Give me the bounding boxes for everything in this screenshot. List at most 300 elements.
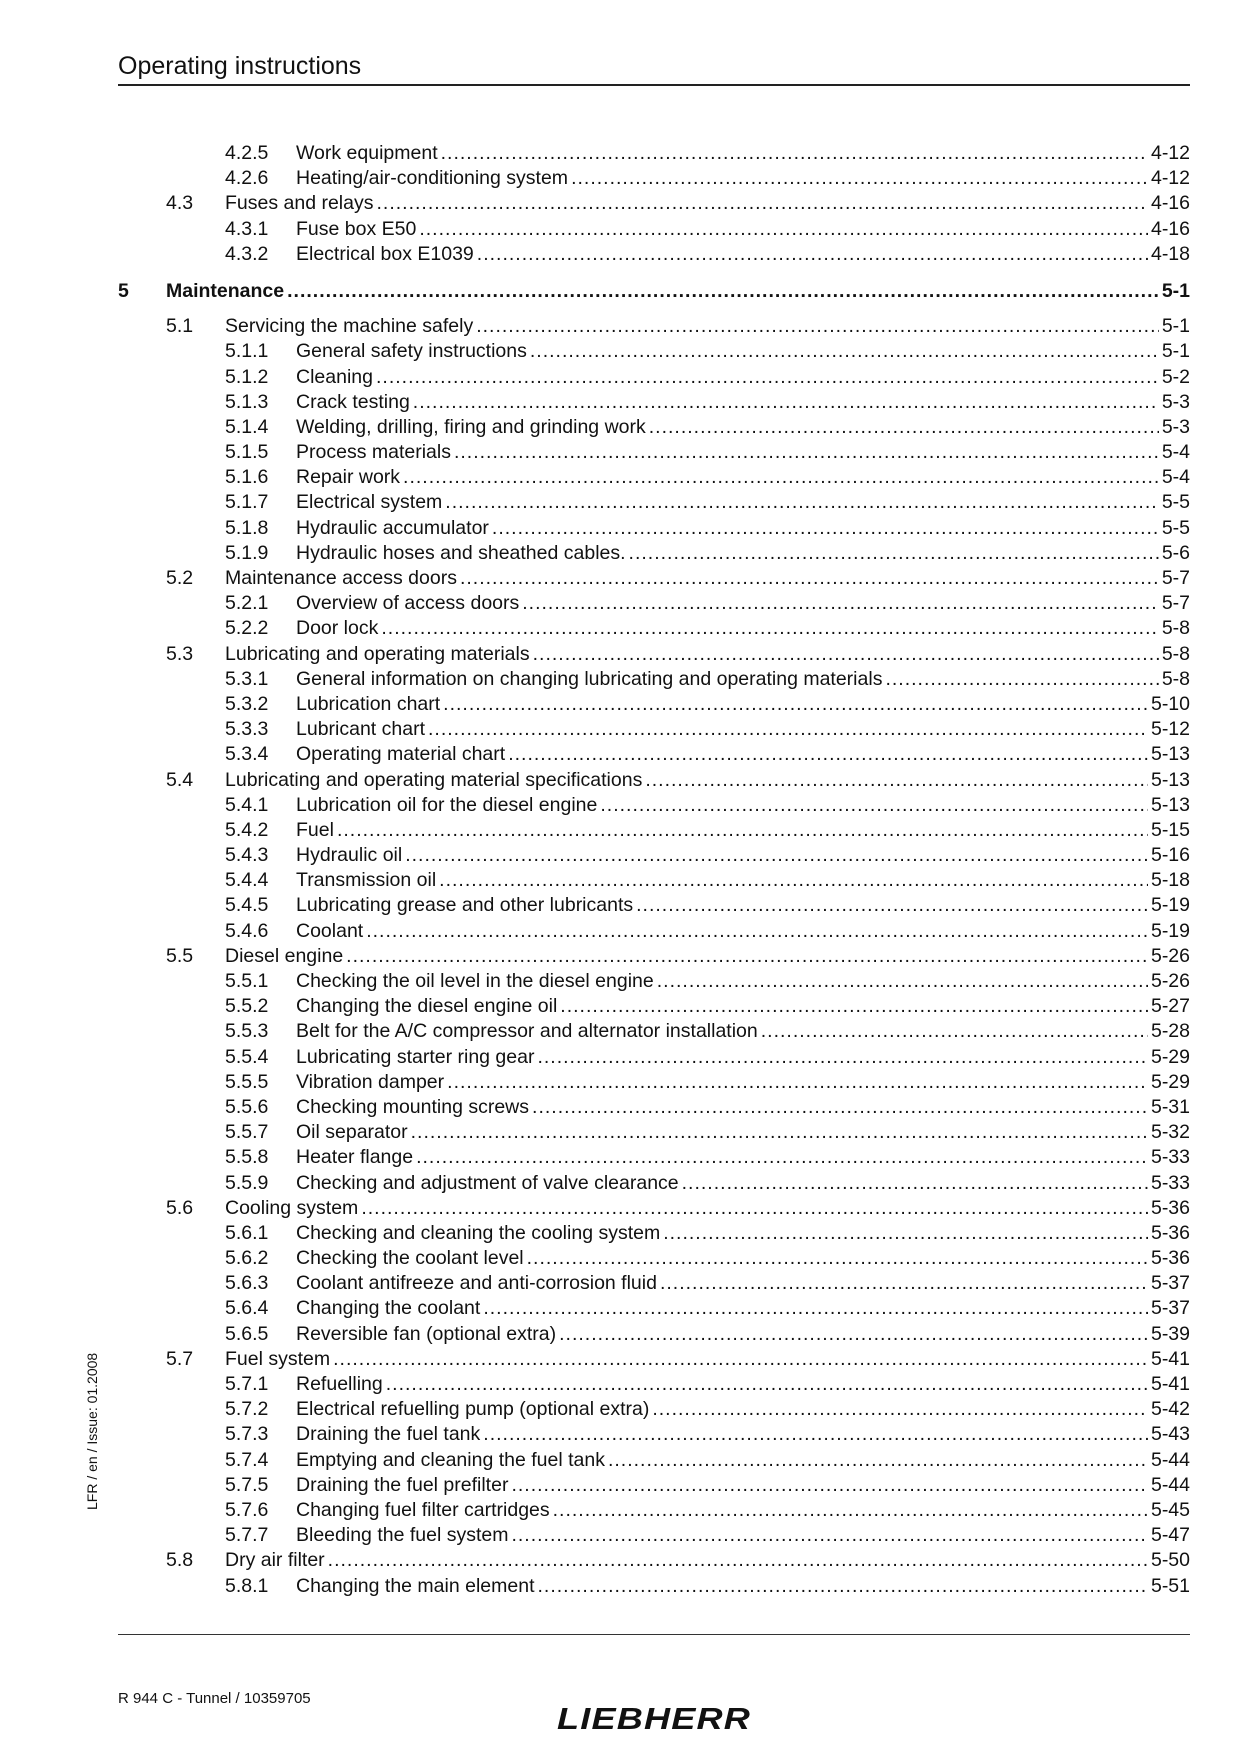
- toc-entry-title: Changing fuel filter cartridges: [296, 1498, 550, 1521]
- toc-entry-page: 5-2: [1161, 365, 1190, 388]
- toc-entry-title: Overview of access doors: [296, 592, 520, 615]
- toc-entry-line: [296, 591, 1190, 616]
- toc-dot-leader: [476, 314, 1159, 339]
- toc-entry-line: [296, 390, 1190, 415]
- toc-entry-number: 4.3.2: [225, 242, 269, 265]
- toc-entry-line: [296, 1296, 1190, 1321]
- toc-entry[interactable]: [118, 591, 1190, 616]
- toc-entry-line: [225, 944, 1190, 969]
- toc-entry-number: 5.5.1: [225, 970, 269, 992]
- toc-entry-title: Lubricating starter ring gear: [296, 1045, 535, 1068]
- toc-dot-leader: [428, 717, 1148, 742]
- toc-entry-title: Checking and adjustment of valve clearance: [296, 1171, 679, 1194]
- toc-entry-line: [225, 191, 1190, 216]
- toc-entry-page: 5-3: [1161, 390, 1190, 413]
- toc-entry[interactable]: [118, 1322, 1190, 1347]
- toc-entry[interactable]: [118, 365, 1190, 390]
- toc-entry[interactable]: [118, 1422, 1190, 1447]
- toc-entry-page: 5-19: [1150, 894, 1190, 917]
- toc-dot-leader: [636, 893, 1148, 918]
- toc-entry-number: 4.3.1: [225, 217, 269, 240]
- toc-entry-line: [296, 1019, 1190, 1044]
- toc-entry-title: Hydraulic accumulator: [296, 516, 489, 539]
- toc-entry[interactable]: [118, 390, 1190, 415]
- toc-entry-title: Diesel engine: [225, 944, 344, 967]
- toc-entry-page: 5-33: [1150, 1146, 1190, 1169]
- toc-entry-line: [296, 1473, 1190, 1498]
- toc-entry-line: [225, 314, 1190, 339]
- toc-entry-number: 5.3.1: [225, 667, 269, 690]
- toc-entry-line: [296, 339, 1190, 364]
- toc-entry-title: Changing the coolant: [296, 1297, 481, 1320]
- toc-entry-page: 5-10: [1150, 692, 1190, 715]
- toc-entry[interactable]: [118, 1523, 1190, 1548]
- toc-entry[interactable]: [118, 1347, 1190, 1372]
- toc-entry[interactable]: [118, 314, 1190, 339]
- footer-rule: [118, 1634, 1190, 1635]
- toc-entry-line: [296, 1271, 1190, 1296]
- toc-entry-page: 5-44: [1150, 1448, 1190, 1471]
- toc-dot-leader: [652, 1397, 1148, 1422]
- toc-entry[interactable]: [118, 279, 1190, 304]
- toc-entry-number: 5.4: [166, 768, 194, 791]
- toc-entry-page: 5-33: [1150, 1171, 1190, 1194]
- toc-entry-page: 5-5: [1161, 491, 1190, 514]
- toc-dot-leader: [441, 141, 1148, 166]
- toc-entry-title: Lubricating and operating material specifications: [225, 768, 643, 791]
- toc-entry-number: 5.1.9: [225, 541, 269, 564]
- toc-entry[interactable]: [118, 768, 1190, 793]
- toc-entry[interactable]: [118, 642, 1190, 667]
- toc-dot-leader: [445, 490, 1159, 515]
- toc-entry[interactable]: [118, 1045, 1190, 1070]
- toc-entry-line: [296, 742, 1190, 767]
- toc-entry-line: [296, 793, 1190, 818]
- toc-entry-number: 5.6.5: [225, 1322, 269, 1345]
- toc-entry[interactable]: [118, 217, 1190, 242]
- toc-entry-title: Lubricating and operating materials: [225, 642, 530, 665]
- toc-entry-title: Electrical box E1039: [296, 242, 474, 265]
- toc-dot-leader: [411, 1120, 1148, 1145]
- toc-entry-line: [296, 242, 1190, 267]
- toc-entry-page: 4-12: [1150, 142, 1190, 164]
- toc-entry[interactable]: [118, 843, 1190, 868]
- toc-entry-number: 5.5.9: [225, 1171, 269, 1194]
- toc-dot-leader: [381, 616, 1158, 641]
- toc-entry-title: Welding, drilling, firing and grinding work: [296, 415, 646, 438]
- toc-dot-leader: [537, 1045, 1148, 1070]
- toc-entry-page: 5-27: [1150, 995, 1190, 1018]
- toc-entry-line: [296, 1171, 1190, 1196]
- toc-entry-title: Fuel: [296, 818, 334, 841]
- toc-entry[interactable]: [118, 1296, 1190, 1321]
- toc-entry-number: 5.5.7: [225, 1121, 269, 1144]
- toc-entry[interactable]: [118, 919, 1190, 944]
- toc-entry[interactable]: [118, 742, 1190, 767]
- toc-entry-page: 5-26: [1150, 944, 1190, 967]
- toc-entry[interactable]: [118, 616, 1190, 641]
- toc-entry-line: [296, 1120, 1190, 1145]
- toc-entry-title: Draining the fuel tank: [296, 1423, 481, 1446]
- toc-entry[interactable]: [118, 191, 1190, 216]
- toc-dot-leader: [553, 1498, 1148, 1523]
- toc-entry[interactable]: [118, 717, 1190, 742]
- toc-entry-page: 5-41: [1150, 1347, 1190, 1370]
- toc-entry-title: Coolant: [296, 919, 364, 942]
- toc-entry-number: 5.5.6: [225, 1095, 269, 1118]
- toc-entry-page: 5-1: [1161, 279, 1190, 302]
- toc-entry-line: [296, 1070, 1190, 1095]
- toc-entry-title: Heater flange: [296, 1146, 414, 1169]
- toc-entry-title: Belt for the A/C compressor and alternator installation: [296, 1020, 758, 1043]
- toc-entry[interactable]: [118, 1473, 1190, 1498]
- toc-entry-title: Changing the main element: [296, 1574, 535, 1597]
- toc-entry-line: [296, 994, 1190, 1019]
- toc-entry-number: 5.7: [166, 1347, 194, 1370]
- toc-entry-number: 5.4.4: [225, 869, 269, 892]
- toc-entry-title: Electrical refuelling pump (optional extra): [296, 1398, 650, 1421]
- toc-dot-leader: [522, 591, 1159, 616]
- toc-entry-page: 5-43: [1150, 1423, 1190, 1446]
- toc-entry-line: [296, 843, 1190, 868]
- toc-dot-leader: [657, 969, 1148, 994]
- toc-entry-title: Maintenance access doors: [225, 567, 457, 589]
- toc-entry-number: 4.2.5: [225, 142, 269, 164]
- toc-entry[interactable]: [118, 1372, 1190, 1397]
- toc-entry-number: 5.5.4: [225, 1045, 269, 1068]
- toc-entry-page: 5-4: [1161, 466, 1190, 489]
- toc-entry-number: 5.2.2: [225, 617, 269, 640]
- toc-entry-line: [296, 415, 1190, 440]
- toc-dot-leader: [333, 1347, 1148, 1372]
- toc-entry-title: Refuelling: [296, 1373, 383, 1395]
- toc-dot-leader: [560, 994, 1148, 1019]
- toc-entry[interactable]: [118, 1246, 1190, 1271]
- toc-entry-title: Repair work: [296, 466, 401, 489]
- toc-entry-title: Changing the diesel engine oil: [296, 995, 558, 1018]
- toc-entry[interactable]: [118, 1019, 1190, 1044]
- toc-entry-title: Fuel system: [225, 1347, 331, 1370]
- toc-entry-number: 5.5: [166, 944, 194, 967]
- toc-entry-number: 5.3.2: [225, 692, 269, 715]
- toc-entry[interactable]: [118, 1221, 1190, 1246]
- toc-entry-title: Cooling system: [225, 1196, 359, 1219]
- toc-entry-page: 5-29: [1150, 1045, 1190, 1068]
- page-header-title: Operating instructions: [118, 52, 362, 80]
- toc-entry-number: 5.8: [166, 1549, 194, 1572]
- toc-entry-page: 5-36: [1150, 1247, 1190, 1270]
- toc-entry-line: [296, 818, 1190, 843]
- toc-entry[interactable]: [118, 1095, 1190, 1120]
- toc-entry-line: [296, 440, 1190, 465]
- toc-entry[interactable]: [118, 818, 1190, 843]
- toc-entry[interactable]: [118, 994, 1190, 1019]
- toc-entry-page: 4-16: [1150, 192, 1190, 215]
- toc-dot-leader: [447, 1070, 1148, 1095]
- toc-entry-page: 5-1: [1161, 315, 1190, 338]
- toc-entry-page: 5-12: [1150, 718, 1190, 741]
- toc-entry-page: 5-36: [1150, 1221, 1190, 1244]
- toc-entry-page: 5-39: [1150, 1322, 1190, 1345]
- toc-entry-number: 5.1.4: [225, 415, 269, 438]
- toc-entry-title: Servicing the machine safely: [225, 315, 474, 338]
- toc-entry-number: 5.4.3: [225, 844, 269, 867]
- toc-entry-title: Lubrication oil for the diesel engine: [296, 793, 598, 816]
- toc-entry-title: Dry air filter: [225, 1549, 325, 1572]
- toc-entry[interactable]: [118, 667, 1190, 692]
- toc-entry-number: 5.6.4: [225, 1297, 269, 1320]
- toc-dot-leader: [416, 1145, 1148, 1170]
- toc-dot-leader: [386, 1372, 1148, 1397]
- toc-entry[interactable]: [118, 1120, 1190, 1145]
- toc-entry-number: 5.7.2: [225, 1398, 269, 1421]
- toc-entry-number: 5.2.1: [225, 592, 269, 615]
- toc-entry-title: Coolant antifreeze and anti-corrosion fluid: [296, 1272, 657, 1295]
- toc-entry-number: 5.5.2: [225, 995, 269, 1018]
- toc-entry-page: 5-28: [1150, 1020, 1190, 1043]
- toc-dot-leader: [600, 793, 1148, 818]
- toc-entry[interactable]: [118, 1574, 1190, 1599]
- toc-entry-title: Checking the oil level in the diesel engine: [296, 970, 654, 992]
- toc-entry[interactable]: [118, 141, 1190, 166]
- toc-dot-leader: [660, 1271, 1148, 1296]
- toc-entry-title: General safety instructions: [296, 340, 527, 363]
- toc-entry-line: [296, 1045, 1190, 1070]
- toc-entry-number: 5.5.8: [225, 1146, 269, 1169]
- toc-dot-leader: [559, 1322, 1148, 1347]
- toc-dot-leader: [477, 242, 1148, 267]
- toc-dot-leader: [527, 1246, 1148, 1271]
- toc-entry-number: 5.2: [166, 567, 194, 589]
- toc-entry[interactable]: [118, 969, 1190, 994]
- toc-entry-page: 4-16: [1150, 217, 1190, 240]
- toc-entry-line: [296, 868, 1190, 893]
- issue-side-label: LFR / en / Issue: 01.2008: [84, 1352, 100, 1510]
- toc-entry[interactable]: [118, 1498, 1190, 1523]
- toc-entry-title: Lubricating grease and other lubricants: [296, 894, 634, 917]
- toc-entry-title: Fuses and relays: [225, 192, 374, 215]
- toc-entry-page: 5-41: [1150, 1373, 1190, 1395]
- header-rule: [118, 84, 1190, 86]
- toc-entry-title: Maintenance: [166, 279, 285, 302]
- toc-dot-leader: [443, 692, 1148, 717]
- toc-dot-leader: [608, 1448, 1148, 1473]
- toc-dot-leader: [682, 1171, 1148, 1196]
- toc-entry-title: Checking mounting screws: [296, 1095, 530, 1118]
- toc-entry-page: 5-13: [1150, 768, 1190, 791]
- toc-entry-number: 5.6.3: [225, 1272, 269, 1295]
- toc-entry[interactable]: [118, 793, 1190, 818]
- toc-entry-title: Hydraulic oil: [296, 844, 403, 867]
- toc-entry-title: Cleaning: [296, 365, 373, 388]
- toc-entry-title: General information on changing lubricating and operating materials: [296, 667, 883, 690]
- toc-entry[interactable]: [118, 1448, 1190, 1473]
- toc-entry-title: Draining the fuel prefilter: [296, 1473, 509, 1496]
- toc-entry-number: 4.2.6: [225, 167, 269, 190]
- toc-entry[interactable]: [118, 490, 1190, 515]
- toc-entry[interactable]: [118, 1397, 1190, 1422]
- toc-dot-leader: [328, 1548, 1148, 1573]
- toc-entry-page: 4-18: [1150, 242, 1190, 265]
- toc-entry[interactable]: [118, 1196, 1190, 1221]
- toc-entry-number: 5.1.5: [225, 441, 269, 464]
- toc-entry[interactable]: [118, 1271, 1190, 1296]
- liebherr-logo: [556, 1700, 752, 1734]
- toc-entry-title: Lubricant chart: [296, 718, 425, 741]
- toc-entry-title: Lubrication chart: [296, 692, 441, 715]
- toc-dot-leader: [287, 279, 1159, 304]
- toc-entry-title: Transmission oil: [296, 869, 437, 892]
- toc-entry-title: Reversible fan (optional extra): [296, 1322, 557, 1345]
- toc-entry[interactable]: [118, 692, 1190, 717]
- toc-entry-number: 5.7.7: [225, 1524, 269, 1547]
- toc-dot-leader: [538, 1574, 1148, 1599]
- toc-entry-page: 5-7: [1161, 592, 1190, 615]
- toc-entry-number: 5.6.2: [225, 1247, 269, 1270]
- toc-dot-leader: [533, 642, 1159, 667]
- toc-entry-page: 5-37: [1150, 1272, 1190, 1295]
- toc-entry-page: 5-50: [1150, 1549, 1190, 1572]
- toc-dot-leader: [405, 843, 1148, 868]
- toc-entry-line: [296, 893, 1190, 918]
- toc-entry-line: [225, 1196, 1190, 1221]
- toc-entry-title: Oil separator: [296, 1121, 408, 1144]
- toc-entry-line: [296, 1397, 1190, 1422]
- toc-entry-number: 5.7.3: [225, 1423, 269, 1446]
- toc-entry-line: [296, 616, 1190, 641]
- toc-entry-number: 5.7.6: [225, 1498, 269, 1521]
- toc-entry-line: [296, 667, 1190, 692]
- toc-entry-line: [296, 969, 1190, 994]
- toc-entry-page: 4-12: [1150, 167, 1190, 190]
- toc-entry-page: 5-19: [1150, 919, 1190, 942]
- toc-entry-number: 5.1: [166, 315, 194, 338]
- toc-entry-page: 5-37: [1150, 1297, 1190, 1320]
- toc-dot-leader: [645, 768, 1148, 793]
- toc-entry-number: 5.1.1: [225, 340, 269, 363]
- toc-entry-line: [296, 166, 1190, 191]
- toc-entry-line: [225, 566, 1190, 591]
- toc-dot-leader: [483, 1296, 1148, 1321]
- toc-entry-page: 5-32: [1150, 1121, 1190, 1144]
- toc-entry-line: [296, 1145, 1190, 1170]
- toc-dot-leader: [454, 440, 1159, 465]
- toc-entry-line: [296, 541, 1190, 566]
- toc-entry-title: Work equipment: [296, 142, 438, 164]
- toc-entry-line: [225, 768, 1190, 793]
- toc-entry[interactable]: [118, 1145, 1190, 1170]
- toc-entry-page: 5-36: [1150, 1196, 1190, 1219]
- toc-entry[interactable]: [118, 440, 1190, 465]
- toc-dot-leader: [483, 1422, 1148, 1447]
- toc-entry[interactable]: [118, 893, 1190, 918]
- toc-entry-page: 5-16: [1150, 844, 1190, 867]
- toc-entry[interactable]: [118, 944, 1190, 969]
- toc-entry[interactable]: [118, 566, 1190, 591]
- table-of-contents: [118, 141, 1190, 1599]
- toc-entry-line: [225, 642, 1190, 667]
- toc-entry[interactable]: [118, 868, 1190, 893]
- toc-dot-leader: [532, 1095, 1148, 1120]
- toc-entry-number: 5.6: [166, 1196, 194, 1219]
- toc-entry-line: [296, 1221, 1190, 1246]
- toc-entry-number: 5.1.8: [225, 516, 269, 539]
- toc-dot-leader: [361, 1196, 1148, 1221]
- toc-entry-number: 5.1.6: [225, 466, 269, 489]
- toc-entry-page: 5-47: [1150, 1524, 1190, 1547]
- toc-dot-leader: [403, 465, 1159, 490]
- toc-entry-number: 5.5.5: [225, 1070, 269, 1093]
- toc-entry-line: [296, 1574, 1190, 1599]
- toc-entry-page: 5-4: [1161, 441, 1190, 464]
- toc-entry[interactable]: [118, 166, 1190, 191]
- toc-dot-leader: [337, 818, 1148, 843]
- toc-entry-number: 5.1.2: [225, 365, 269, 388]
- toc-entry-line: [296, 919, 1190, 944]
- toc-entry[interactable]: [118, 339, 1190, 364]
- toc-entry[interactable]: [118, 465, 1190, 490]
- toc-entry-page: 5-5: [1161, 516, 1190, 539]
- toc-entry-number: 5.4.5: [225, 894, 269, 917]
- toc-entry-line: [296, 516, 1190, 541]
- toc-entry-number: 5.3.3: [225, 718, 269, 741]
- toc-entry-line: [296, 1498, 1190, 1523]
- toc-entry-number: 5.7.5: [225, 1473, 269, 1496]
- toc-entry-page: 5-18: [1150, 869, 1190, 892]
- toc-entry-title: Fuse box E50: [296, 217, 417, 240]
- toc-entry-page: 5-29: [1150, 1070, 1190, 1093]
- toc-dot-leader: [629, 541, 1159, 566]
- toc-entry[interactable]: [118, 415, 1190, 440]
- toc-entry-title: Checking and cleaning the cooling system: [296, 1221, 661, 1244]
- toc-entry-title: Operating material chart: [296, 743, 506, 766]
- liebherr-logo-text: LIEBHERR: [557, 1701, 751, 1734]
- toc-entry-page: 5-6: [1161, 541, 1190, 564]
- toc-dot-leader: [885, 667, 1158, 692]
- toc-entry-number: 5.5.3: [225, 1020, 269, 1043]
- toc-entry-number: 5.8.1: [225, 1574, 269, 1597]
- toc-entry-number: 4.3: [166, 192, 194, 215]
- toc-dot-leader: [419, 217, 1148, 242]
- toc-dot-leader: [571, 166, 1148, 191]
- toc-entry-line: [296, 365, 1190, 390]
- toc-entry-title: Bleeding the fuel system: [296, 1524, 509, 1547]
- toc-entry[interactable]: [118, 1070, 1190, 1095]
- toc-entry-page: 5-42: [1150, 1398, 1190, 1421]
- toc-entry-number: 5.4.6: [225, 919, 269, 942]
- toc-entry[interactable]: [118, 516, 1190, 541]
- toc-entry-number: 5.1.7: [225, 491, 269, 514]
- toc-entry-page: 5-51: [1150, 1574, 1190, 1597]
- toc-dot-leader: [511, 1473, 1148, 1498]
- toc-entry-line: [296, 1523, 1190, 1548]
- toc-entry-page: 5-13: [1150, 793, 1190, 816]
- toc-entry-title: Checking the coolant level: [296, 1247, 524, 1270]
- toc-dot-leader: [511, 1523, 1148, 1548]
- toc-entry[interactable]: [118, 541, 1190, 566]
- toc-entry-page: 5-13: [1150, 743, 1190, 766]
- toc-entry[interactable]: [118, 1548, 1190, 1573]
- toc-dot-leader: [460, 566, 1159, 591]
- toc-entry-title: Crack testing: [296, 390, 410, 413]
- toc-dot-leader: [346, 944, 1148, 969]
- toc-entry-title: Electrical system: [296, 491, 443, 514]
- toc-entry[interactable]: [118, 1171, 1190, 1196]
- toc-dot-leader: [649, 415, 1159, 440]
- toc-entry-line: [166, 279, 1190, 304]
- toc-entry-title: Door lock: [296, 617, 379, 640]
- toc-entry[interactable]: [118, 242, 1190, 267]
